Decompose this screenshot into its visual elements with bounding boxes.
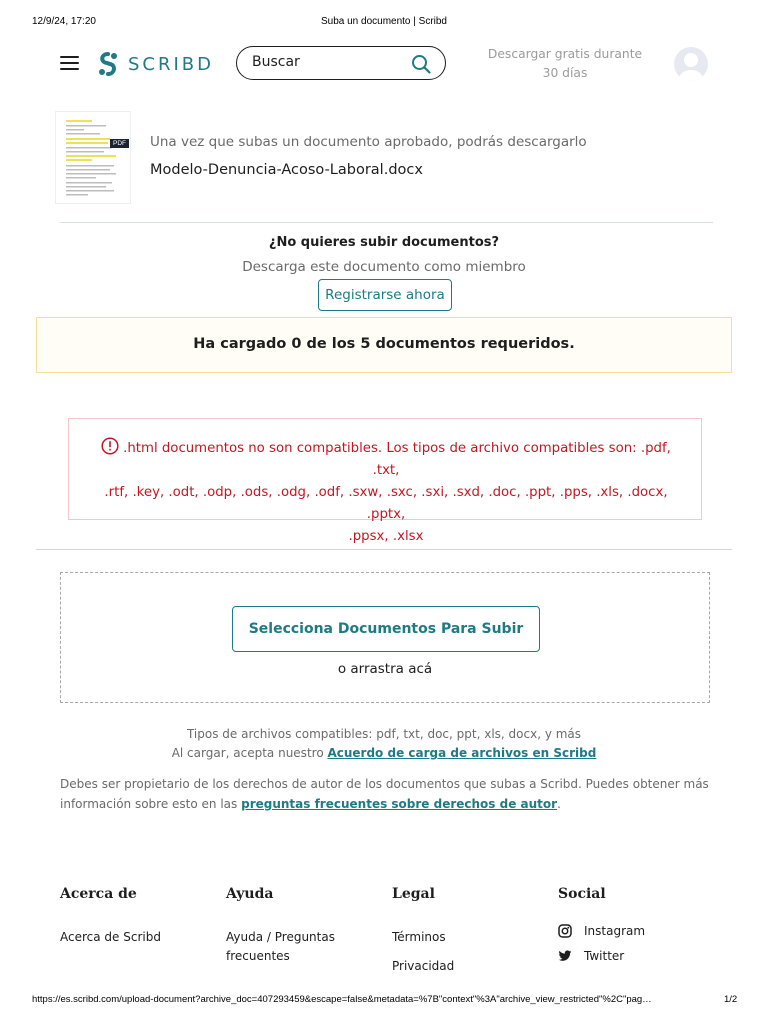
- error-icon: [101, 437, 119, 455]
- footer-heading-help: Ayuda: [226, 886, 274, 902]
- avatar-icon: [674, 47, 708, 81]
- instagram-label: Instagram: [584, 924, 646, 938]
- file-name: Modelo-Denuncia-Acoso-Laboral.docx: [150, 162, 423, 178]
- document-preview-image: [56, 112, 130, 203]
- no-upload-title: ¿No quieres subir documentos?: [268, 235, 500, 250]
- supported-types-text: Tipos de archivos compatibles: pdf, txt, doc, ppt, xls, docx, y más: [186, 727, 582, 741]
- twitter-icon: [558, 949, 572, 963]
- footer-about: [60, 886, 210, 947]
- search-icon[interactable]: [411, 54, 431, 74]
- scribd-logo-icon: [96, 51, 120, 77]
- upload-agreement-link[interactable]: Acuerdo de carga de archivos en Scribd: [327, 746, 597, 760]
- print-url: https://es.scribd.com/upload-document?archive_doc=407293459&escape=false&metadata=%7B"context"%3A"archive_view_restricted"%2C"pag…: [32, 994, 652, 1005]
- footer-link-help-faq[interactable]: Ayuda / Preguntas frecuentes: [226, 930, 335, 963]
- error-message-box: [68, 418, 702, 544]
- free-trial-link[interactable]: [480, 45, 650, 82]
- print-title: Suba un documento | Scribd: [320, 16, 447, 27]
- footer-heading-legal: Legal: [392, 886, 435, 902]
- error-line-3: .ppsx, .xlsx: [348, 529, 424, 544]
- menu-icon[interactable]: [60, 56, 80, 70]
- upload-progress-text: Ha cargado 0 de los 5 documentos requeridos.: [193, 336, 575, 352]
- footer-link-terms[interactable]: Términos: [392, 930, 446, 944]
- scribd-logo[interactable]: [96, 50, 214, 78]
- no-upload-subtitle: Descarga este documento como miembro: [242, 259, 526, 275]
- footer-legal: [392, 886, 542, 976]
- footer-link-privacy[interactable]: Privacidad: [392, 959, 455, 973]
- agreement-prefix: Al cargar, acepta nuestro: [171, 746, 328, 760]
- search-input[interactable]: [252, 54, 402, 70]
- divider: [60, 222, 713, 223]
- print-date: 12/9/24, 17:20: [32, 16, 96, 27]
- file-drop-zone[interactable]: [60, 572, 710, 703]
- copyright-faq-link[interactable]: preguntas frecuentes sobre derechos de autor: [241, 797, 558, 811]
- upload-progress-banner: [36, 317, 732, 373]
- select-documents-button[interactable]: Selecciona Documentos Para Subir: [232, 606, 540, 652]
- footer-link-twitter[interactable]: [558, 949, 708, 963]
- error-line-1: .html documentos no son compatibles. Los tipos de archivo compatibles son: .pdf, .txt,: [123, 441, 671, 478]
- upload-note: Una vez que subas un documento aprobado, podrás descargarlo: [150, 134, 587, 150]
- footer-link-about-scribd[interactable]: Acerca de Scribd: [60, 930, 161, 944]
- footer-help: [226, 886, 356, 966]
- print-page-number: 1/2: [724, 994, 738, 1005]
- copyright-note: [60, 774, 710, 814]
- drag-hint: o arrastra acá: [337, 661, 433, 677]
- twitter-label: Twitter: [584, 949, 625, 963]
- promo-line-1: Descargar gratis durante: [487, 47, 643, 61]
- footer-heading-about: Acerca de: [60, 886, 137, 902]
- instagram-icon: [558, 924, 572, 938]
- divider: [36, 549, 732, 550]
- error-text: [91, 437, 681, 548]
- register-button[interactable]: Registrarse ahora: [318, 279, 452, 311]
- pdf-badge: PDF: [110, 139, 129, 148]
- error-line-2: .rtf, .key, .odt, .odp, .ods, .odg, .odf, .sxw, .sxc, .sxi, .sxd, .doc, .ppt, .pps, .xls, .docx, .pptx,: [104, 485, 668, 522]
- document-thumbnail: [56, 112, 130, 203]
- footer-heading-social: Social: [558, 886, 606, 902]
- copyright-text: Debes ser propietario de los derechos de autor de los documentos que subas a Scribd. Puedes obtener más información sobre esto en las: [60, 777, 709, 811]
- footer-link-instagram[interactable]: [558, 924, 708, 938]
- search-box[interactable]: [236, 46, 446, 80]
- copyright-suffix: .: [557, 797, 561, 811]
- upload-agreement-text: [0, 746, 768, 760]
- avatar[interactable]: [674, 47, 708, 81]
- promo-line-2: 30 días: [542, 65, 588, 80]
- brand-name: SCRIBD: [128, 53, 215, 75]
- footer-social: [558, 886, 708, 963]
